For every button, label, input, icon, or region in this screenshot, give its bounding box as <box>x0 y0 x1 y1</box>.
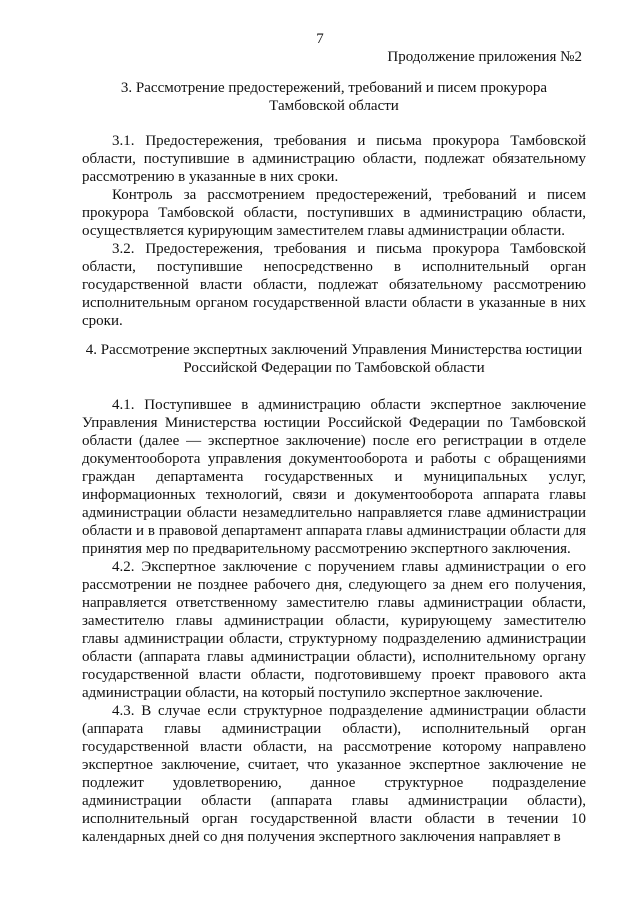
section-3-title: 3. Рассмотрение предостережений, требований и писем прокурора Тамбовской области <box>120 80 548 114</box>
paragraph-4-3: 4.3. В случае если структурное подразделение администрации области (аппарата главы администрации области), исполнительный орган государственной власти области, на рассмотрение которому направлено экспертное заключение, считает, что указанное экспертное заключение не подлежит удовлетворению, данное структурное подразделение администрации области (аппарата главы администрации области), исполнительный орган государственной власти области в течении 10 календарных дней со дня получения экспертного заключения направляет в <box>82 703 586 845</box>
appendix-continuation-label: Продолжение приложения №2 <box>387 49 582 65</box>
page-number: 7 <box>316 31 324 47</box>
paragraph-4-2: 4.2. Экспертное заключение с поручением главы администрации о его рассмотрении не позднее рабочего дня, следующего за днем его получения, направляется ответственному заместителю главы администрации области, заместителю главы администрации области, курирующему заместителю главы администрации области, структурному подразделению администрации области (аппарата главы администрации области), исполнительному органу государственной власти области, подготовившему проект правового акта администрации области, на который поступило экспертное заключение. <box>82 559 586 701</box>
section-4-heading-block <box>82 341 586 377</box>
section-4-title: 4. Рассмотрение экспертных заключений Управления Министерства юстиции Российской Федерации по Тамбовской области <box>85 342 583 376</box>
paragraph-3-2: 3.2. Предостережения, требования и письма прокурора Тамбовской области, поступившие непосредственно в исполнительный орган государственной власти области, подлежат обязательному рассмотрению исполнительным органом государственной власти области в указанные в них сроки. <box>82 241 586 329</box>
paragraph-4-1: 4.1. Поступившее в администрацию области экспертное заключение Управления Министерства юстиции Российской Федерации по Тамбовской области (далее — экспертное заключение) после его регистрации в отделе документооборота управления документооборота и работы с обращениями граждан департамента государственных и муниципальных услуг, информационных технологий, связи и документооборота аппарата главы администрации области незамедлительно направляется главе администрации области и в правовой департамент аппарата главы администрации области для принятия мер по предварительному рассмотрению экспертного заключения. <box>82 397 586 557</box>
section-3-body <box>82 132 586 330</box>
paragraph-3-control: Контроль за рассмотрением предостережений, требований и писем прокурора Тамбовской области, поступивших в администрацию области, осуществляется курирующим заместителем главы администрации области. <box>82 187 586 239</box>
section-3-heading-block <box>82 79 586 115</box>
section-4-body <box>82 396 586 846</box>
paragraph-3-1: 3.1. Предостережения, требования и письма прокурора Тамбовской области, поступившие в администрацию области, подлежат обязательному рассмотрению в указанные в них сроки. <box>82 133 586 185</box>
